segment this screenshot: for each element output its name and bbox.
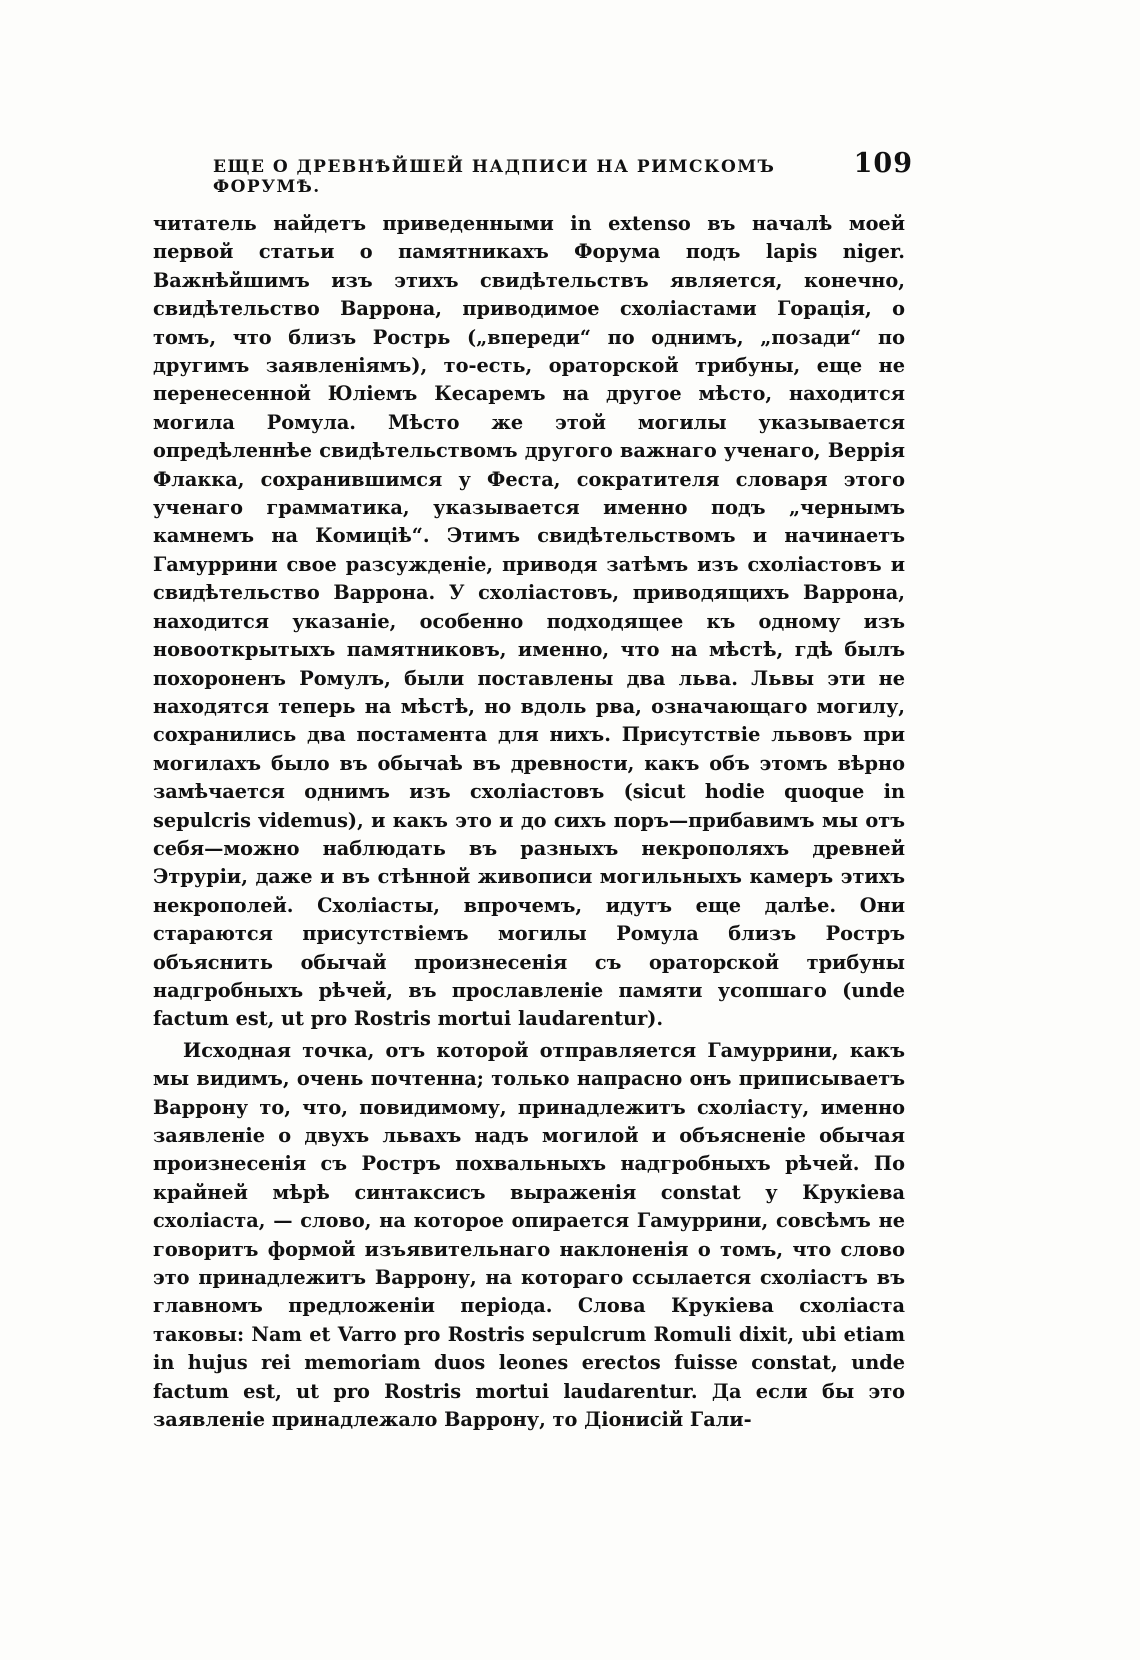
paragraph-2: Исходная точка, отъ которой отправляется Гамуррини, какъ мы видимъ, очень почтенна; только напрасно онъ приписываетъ Варрону то, что, повидимому, принадлежитъ схоліасту, именно заявленіе о двухъ львахъ надъ могилой и объясненіе обычая произнесенія съ Ростръ похвальныхъ надгробныхъ рѣчей. По крайней мѣрѣ синтаксисъ выраженія constat у Крукіева схоліаста, — слово, на которое опирается Гамуррини, совсѣмъ не говоритъ формой изъявительнаго наклоненія о томъ, что слово это принадлежитъ Варрону, на котораго ссылается схоліастъ въ главномъ предложеніи періода. Слова Крукіева схоліаста таковы: Nam et Varro pro Rostris sepulcrum Romuli dixit, ubi etiam in hujus rei memoriam duos leones erectos fuisse constat, unde factum est, ut pro Rostris mortui laudarentur. Да если бы это заявленіе принадлежало Варрону, то Діонисій Гали- bbox=[153, 1038, 905, 1432]
page-number: 109 bbox=[853, 148, 913, 179]
running-title: ЕЩЕ О ДРЕВНѢЙШЕЙ НАДПИСИ НА РИМСКОМЪ ФОРУМѢ. bbox=[213, 157, 776, 197]
paragraph-1: читатель найдетъ приведенными in extenso въ началѣ моей первой статьи о памятникахъ Форума подъ lapis niger. Важнѣйшимъ изъ этихъ свидѣтельствъ является, конечно, свидѣтельство Варрона, приводимое схоліастами Горація, о томъ, что близъ Рострь („впереди“ по однимъ, „позади“ по другимъ заявленіямъ), то-есть, ораторской трибуны, еще не перенесенной Юліемъ Кесаремъ на другое мѣсто, находится могила Ромула. Мѣсто же этой могилы указывается опредѣленнѣе свидѣтельствомъ другого важнаго ученаго, Веррія Флакка, сохранившимся у Феста, сократителя словаря этого ученаго грамматика, указывается именно подъ „чернымъ камнемъ на Комиціѣ“. Этимъ свидѣтельствомъ и начинаетъ Гамуррини свое разсужденіе, приводя затѣмъ изъ схоліастовъ и свидѣтельство Варрона. У схоліастовъ, приводящихъ Варрона, находится указаніе, особенно подходящее къ одному изъ новооткрытыхъ памятниковъ, именно, что на мѣстѣ, гдѣ былъ похороненъ Ромулъ, были поставлены два льва. Львы эти не находятся теперь на мѣстѣ, но вдоль рва, означающаго могилу, сохранились два постамента для нихъ. Присутствіе львовъ при могилахъ было въ обычаѣ въ древности, какъ объ этомъ вѣрно замѣчается однимъ изъ схоліастовъ (sicut hodie quoque in sepulcris videmus), и какъ это и до сихъ поръ—прибавимъ мы отъ себя—можно наблюдать въ разныхъ некрополяхъ древней Этруріи, даже и въ стѣнной живописи могильныхъ камеръ этихъ некрополей. Схоліасты, впрочемъ, идутъ еще далѣе. Они стараются присутствіемъ могилы Ромула близъ Ростръ объяснить обычай произнесенія съ ораторской трибуны надгробныхъ рѣчей, въ прославленіе памяти усопшаго (unde factum est, ut pro Rostris mortui laudarentur). bbox=[153, 212, 905, 1031]
running-header bbox=[213, 148, 913, 197]
body-text bbox=[153, 210, 905, 1434]
